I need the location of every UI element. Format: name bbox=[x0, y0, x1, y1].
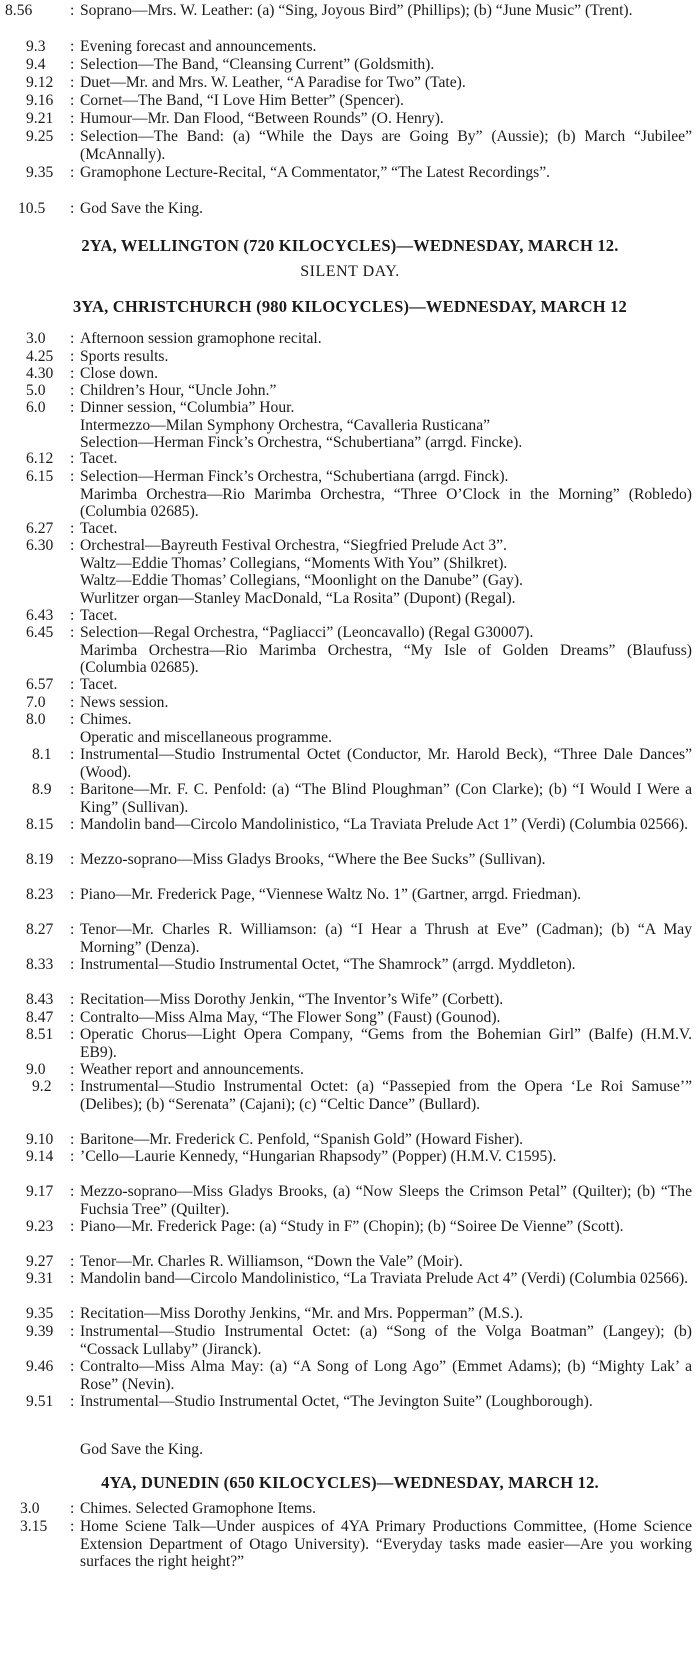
entry-text: Contralto—Miss Alma May, “The Flower Song” (Faust) (Gounod). bbox=[80, 1009, 501, 1026]
entry-time: 9.23 bbox=[26, 1218, 54, 1235]
entry-text: Instrumental—Studio Instrumental Octet (Conductor, Mr. Harold Beck), “Three Dale Dances” (Wood). bbox=[80, 746, 692, 781]
entry-text: Home Sciene Talk—Under auspices of 4YA Primary Productions Committee, (Home Science Extension Department of Otago University). “Everyday tasks made easier—Are you working surfaces the right height?” bbox=[80, 1518, 692, 1570]
entry-text: Dinner session, “Columbia” Hour. Intermezzo—Milan Symphony Orchestra, “Cavalleria Rusticana” Selection—Herman Finck’s Orchestra, “Schubertiana” (arrgd. Fincke). bbox=[80, 399, 523, 451]
schedule-page: 8.56 : Soprano—Mrs. W. Leather: (a) “Sing, Joyous Bird” (Phillips); (b) “June Music” (Trent). 9.3 : Evening forecast and announcements. 9.4 : Selection—The Band, “Cleansing Current” (Goldsmith). 9.12 : Duet—Mr. and Mrs. W. Leather, “A Paradise for Two” (Tate). 9.16 : Cornet—The Band, “I Love Him Better” (Spencer). 9.21 : Humour—Mr. Dan Flood, “Between Rounds” (O. Henry). 9.25 : Selection—The Band: (a) “While the Days are Going By” (Aussie); (b) March “Jubilee” (McAnnally). 9.35 : Gramophone Lecture-Recital, “A Commentator,” “The Latest Recordings”. 10.5 : God Save the King. 2YA, WELLINGTON (720 KILOCYCLES)—WEDNESDAY, MARCH 12. SILENT DAY. 3YA, CHRISTCHURCH (980 KILOCYCLES)—WEDNESDAY, MARCH 12 3.0 : Afternoon session gramophone recital. 4.25 : Sports results. 4.30 : Close down. 5.0 : Children’s Hour, “Uncle John.” 6.0 : Dinner session, “Columbia” Hour. Intermezzo—Milan Symphony Orchestra, “Cavalleria Rusticana” Selection—Herman Finck’s Orchestra, “Schubertiana” (arrgd. Fincke). 6.12 : Tacet. 6.15 : Selection—Herman Finck’s Orchestra, “Schubertiana (arrgd. Finck). Marimba Orchestra—Rio Marimba Orchestra, “Three O’Clock in the Morning” (Robledo) (Columbia 02685). 6.27 : Tacet. 6.30 : Orchestral—Bayreuth Festival Orchestra, “Siegfried Prelude Act 3”. Waltz—Eddie Thomas’ Collegians, “Moments With You” (Shilkret). Waltz—Eddie Thomas’ Collegians, “Moonlight on the Danube” (Gay). Wurlitzer organ—Stanley MacDonald, “La Rosita” (Dupont) (Regal). 6.43 : Tacet. 6.45 : Selection—Regal Orchestra, “Pagliacci” (Leoncavallo) (Regal G30007). Marimba Orchestra—Rio Marimba Orchestra, “My Isle of Golden Dreams” (Blaufuss) (Columbia 02685). 6.57 : Tacet. 7.0 : News session. 8.0 : Chimes. Operatic and miscellaneous programme. 8.1 : Instrumental—Studio Instrumental Octet (Conductor, Mr. Harold Beck), “Three Dale Dances” (Wood). 8.9 : Baritone—Mr. F. C. Penfold: (a) “The Blind Ploughman” (Con Clarke); (b) “I Would I Were a King” (Sullivan). 8.15 : Mandolin band—Circolo Mandolinistico, “La Traviata Prelude Act 1” (Verdi) (Columbia 02566). 8.19 : Mezzo-soprano—Miss Gladys Brooks, “Where the Bee Sucks” (Sullivan). 8.23 : Piano—Mr. Frederick Page, “Viennese Waltz No. 1” (Gartner, arrgd. Friedman). 8.27 : Tenor—Mr. Charles R. Williamson: (a) “I Hear a Thrush at Eve” (Cadman); (b) “A May Morning” (Denza). 8.33 : Instrumental—Studio Instrumental Octet, “The Shamrock” (arrgd. Myddleton). 8.43 : Recitation—Miss Dorothy Jenkin, “The Inventor’s Wife” (Corbett). 8.47 : Contralto—Miss Alma May, “The Flower Song” (Faust) (Gounod). 8.51 : Operatic Chorus—Light Opera Company, “Gems from the Bohemian Girl” (Balfe) (H.M.V. EB9). 9.0 : Weather report and announcements. 9.2 : Instrumental—Studio Instrumental Octet: (a) “Passepied from the Opera ‘Le Roi Samuse’” (Delibes); (b) “Serenata” (Cajani); (c) “Celtic Dance” (Bullard). 9.10 : Baritone—Mr. Frederick C. Penfold, “Spanish Gold” (Howard Fisher). 9.14 : ’Cello—Laurie Kennedy, “Hungarian Rhapsody” (Popper) (H.M.V. C1595). 9.17 : Mezzo-soprano—Miss Gladys Brooks, (a) “Now Sleeps the Crimson Petal” (Quilter); (b) “The Fuchsia Tree” (Quilter). 9.23 : Piano—Mr. Frederick Page: (a) “Study in F” (Chopin); (b) “Soiree De Vienne” (Scott). 9.27 : Tenor—Mr. Charles R. Williamson, “Down the Vale” (Moir). 9.31 : Mandolin band—Circolo Mandolinistico, “La Traviata Prelude Act 4” (Verdi) (Columbia 02566). 9.35 : Recitation—Miss Dorothy Jenkins, “Mr. and Mrs. Popperman” (M.S.). 9.39 : Instrumental—Studio Instrumental Octet: (a) “Song of the Volga Boatman” (Langey); (b) “Cossack Lullaby” (Jiranck). 9.46 : Contralto—Miss Alma May: (a) “A Song of Long Ago” (Emmet Adams); (b) “Mighty Lak’ a Rose” (Nevin). 9.51 : Instrumental—Studio Instrumental Octet, “The Jevington Suite” (Loughborough). God Save the King. 4YA, DUNEDIN (650 KILOCYCLES)—WEDNESDAY, MARCH 12. 3.0 : Chimes. Selected Gramophone Items. 3.15 : Home Sciene Talk—Under auspices of 4YA Primary Productions Committee, (Home Science Extension Department of Otago University). “Everyday tasks made easier—Are you working surfaces the right height?” bbox=[0, 0, 700, 1661]
entry-time: 9.4 bbox=[26, 56, 46, 73]
entry-text: Piano—Mr. Frederick Page: (a) “Study in F” (Chopin); (b) “Soiree De Vienne” (Scott). bbox=[80, 1218, 624, 1235]
entry-time: 9.16 bbox=[26, 92, 54, 109]
entry-time: 8.15 bbox=[26, 816, 54, 833]
entry-text: Soprano—Mrs. W. Leather: (a) “Sing, Joyous Bird” (Phillips); (b) “June Music” (Trent). bbox=[80, 2, 633, 19]
entry-time: 9.27 bbox=[26, 1253, 54, 1270]
entry-time: 9.35 bbox=[26, 1305, 54, 1322]
entry-text: Tacet. bbox=[80, 676, 118, 693]
entry-time: 8.27 bbox=[26, 921, 54, 938]
entry-time: 9.0 bbox=[26, 1061, 46, 1078]
entry-time: 9.39 bbox=[26, 1323, 54, 1340]
entry-time: 9.14 bbox=[26, 1148, 54, 1165]
entry-text: Mezzo-soprano—Miss Gladys Brooks, (a) “Now Sleeps the Crimson Petal” (Quilter); (b) “The Fuchsia Tree” (Quilter). bbox=[80, 1183, 692, 1218]
entry-text: Mandolin band—Circolo Mandolinistico, “La Traviata Prelude Act 1” (Verdi) (Columbia 02566). bbox=[80, 816, 689, 833]
entry-time: 8.33 bbox=[26, 956, 54, 973]
entry-time: 6.43 bbox=[26, 607, 54, 624]
entry-time: 9.31 bbox=[26, 1270, 54, 1287]
entry-text: Selection—The Band: (a) “While the Days are Going By” (Aussie); (b) March “Jubilee” (McAnnally). bbox=[80, 128, 692, 163]
entry-text: Chimes. Operatic and miscellaneous programme. bbox=[80, 711, 333, 746]
entry-time: 8.43 bbox=[26, 991, 54, 1008]
entry-text: Recitation—Miss Dorothy Jenkins, “Mr. and Mrs. Popperman” (M.S.). bbox=[80, 1305, 524, 1322]
entry-text: Children’s Hour, “Uncle John.” bbox=[80, 382, 277, 399]
entry-text: Tenor—Mr. Charles R. Williamson: (a) “I Hear a Thrush at Eve” (Cadman); (b) “A May Morning” (Denza). bbox=[80, 921, 692, 956]
entry-time: 3.0 bbox=[26, 330, 46, 347]
entry-time: 6.57 bbox=[26, 676, 54, 693]
entry-time: 9.25 bbox=[26, 128, 54, 145]
entry-time: 9.51 bbox=[26, 1393, 54, 1410]
entry-text: Instrumental—Studio Instrumental Octet: (a) “Song of the Volga Boatman” (Langey); (b) “Cossack Lullaby” (Jiranck). bbox=[80, 1323, 692, 1358]
entry-time: 9.21 bbox=[26, 110, 54, 127]
entry-text: Tacet. bbox=[80, 450, 118, 467]
entry-text: Selection—The Band, “Cleansing Current” (Goldsmith). bbox=[80, 56, 435, 73]
entry-text: Tacet. bbox=[80, 607, 118, 624]
entry-time: 8.47 bbox=[26, 1009, 54, 1026]
entry-text: Tacet. bbox=[80, 520, 118, 537]
entry-time: 10.5 bbox=[18, 200, 46, 217]
entry-text: Chimes. Selected Gramophone Items. bbox=[80, 1500, 317, 1517]
entry-text: Operatic Chorus—Light Opera Company, “Gems from the Bohemian Girl” (Balfe) (H.M.V. EB9). bbox=[80, 1026, 692, 1061]
entry-time: 8.56 bbox=[5, 2, 33, 19]
entry-time: 9.46 bbox=[26, 1358, 54, 1375]
entry-time: 9.10 bbox=[26, 1131, 54, 1148]
entry-time: 6.0 bbox=[26, 399, 46, 416]
entry-time: 8.51 bbox=[26, 1026, 54, 1043]
entry-text: Piano—Mr. Frederick Page, “Viennese Waltz No. 1” (Gartner, arrgd. Friedman). bbox=[80, 886, 582, 903]
entry-text: God Save the King. bbox=[80, 200, 203, 217]
entry-text: Instrumental—Studio Instrumental Octet, “The Shamrock” (arrgd. Myddleton). bbox=[80, 956, 576, 973]
entry-text: Duet—Mr. and Mrs. W. Leather, “A Paradise for Two” (Tate). bbox=[80, 74, 466, 91]
entry-time: 4.25 bbox=[26, 348, 54, 365]
entry-text: Orchestral—Bayreuth Festival Orchestra, “Siegfried Prelude Act 3”. Waltz—Eddie Thomas’ Collegians, “Moments With You” (Shilkret). Waltz—Eddie Thomas’ Collegians, “Moonlight on the Danube” (Gay). Wurlitzer organ—Stanley MacDonald, “La Rosita” (Dupont) (Regal). bbox=[80, 537, 523, 607]
entry-text: ’Cello—Laurie Kennedy, “Hungarian Rhapsody” (Popper) (H.M.V. C1595). bbox=[80, 1148, 557, 1165]
entry-text: Gramophone Lecture-Recital, “A Commentator,” “The Latest Recordings”. bbox=[80, 164, 551, 181]
station-heading-2ya: 2YA, WELLINGTON (720 KILOCYCLES)—WEDNESDAY, MARCH 12. bbox=[81, 236, 619, 255]
entry-time: 9.12 bbox=[26, 74, 54, 91]
entry-time: 8.9 bbox=[32, 781, 52, 798]
entry-text: Afternoon session gramophone recital. bbox=[80, 330, 322, 347]
entry-text: Selection—Regal Orchestra, “Pagliacci” (Leoncavallo) (Regal G30007). Marimba Orchestra—Rio Marimba Orchestra, “My Isle of Golden Dreams” (Blaufuss) (Columbia 02685). bbox=[80, 624, 692, 676]
entry-text: News session. bbox=[80, 694, 169, 711]
entry-time: 6.27 bbox=[26, 520, 54, 537]
entry-text: Mandolin band—Circolo Mandolinistico, “La Traviata Prelude Act 4” (Verdi) (Columbia 02566). bbox=[80, 1270, 689, 1287]
entry-time: 6.45 bbox=[26, 624, 54, 641]
entry-text: Recitation—Miss Dorothy Jenkin, “The Inventor’s Wife” (Corbett). bbox=[80, 991, 504, 1008]
entry-time: 9.2 bbox=[32, 1078, 52, 1095]
station-heading-4ya: 4YA, DUNEDIN (650 KILOCYCLES)—WEDNESDAY, MARCH 12. bbox=[101, 1473, 599, 1492]
entry-time: 8.0 bbox=[26, 711, 46, 728]
entry-text: Selection—Herman Finck’s Orchestra, “Schubertiana (arrgd. Finck). Marimba Orchestra—Rio Marimba Orchestra, “Three O’Clock in the Morning” (Robledo) (Columbia 02685). bbox=[80, 468, 692, 520]
entry-text: Weather report and announcements. bbox=[80, 1061, 304, 1078]
entry-time: 3.15 bbox=[20, 1518, 48, 1535]
entry-time: 8.23 bbox=[26, 886, 54, 903]
entry-time: 3.0 bbox=[20, 1500, 40, 1517]
entry-time: 6.30 bbox=[26, 537, 54, 554]
entry-time: 7.0 bbox=[26, 694, 46, 711]
entry-text: Tenor—Mr. Charles R. Williamson, “Down the Vale” (Moir). bbox=[80, 1253, 463, 1270]
entry-text: Mezzo-soprano—Miss Gladys Brooks, “Where the Bee Sucks” (Sullivan). bbox=[80, 851, 546, 868]
entry-time: 6.15 bbox=[26, 468, 54, 485]
entry-time: 4.30 bbox=[26, 365, 54, 382]
entry-text: Sports results. bbox=[80, 348, 169, 365]
station-heading-3ya: 3YA, CHRISTCHURCH (980 KILOCYCLES)—WEDNESDAY, MARCH 12 bbox=[72, 297, 627, 316]
entry-text: Close down. bbox=[80, 365, 158, 382]
entry-time: 9.3 bbox=[26, 38, 46, 55]
entry-text: Baritone—Mr. Frederick C. Penfold, “Spanish Gold” (Howard Fisher). bbox=[80, 1131, 524, 1148]
entry-time: 8.1 bbox=[32, 746, 52, 763]
entry-text: Contralto—Miss Alma May: (a) “A Song of Long Ago” (Emmet Adams); (b) “Mighty Lak’ a Rose” (Nevin). bbox=[80, 1358, 692, 1393]
entry-text: Evening forecast and announcements. bbox=[80, 38, 317, 55]
entry-text: Baritone—Mr. F. C. Penfold: (a) “The Blind Ploughman” (Con Clarke); (b) “I Would I Were a King” (Sullivan). bbox=[80, 781, 692, 816]
entry-text: Humour—Mr. Dan Flood, “Between Rounds” (O. Henry). bbox=[80, 110, 444, 127]
entry-text: Cornet—The Band, “I Love Him Better” (Spencer). bbox=[80, 92, 404, 109]
silent-day-note: SILENT DAY. bbox=[300, 263, 400, 280]
entry-time: 5.0 bbox=[26, 382, 46, 399]
entry-text: Instrumental—Studio Instrumental Octet, “The Jevington Suite” (Loughborough). bbox=[80, 1393, 593, 1410]
entry-time: 6.12 bbox=[26, 450, 54, 467]
entry-time: 9.35 bbox=[26, 164, 54, 181]
entry-time: 9.17 bbox=[26, 1183, 54, 1200]
entry-time: 8.19 bbox=[26, 851, 54, 868]
entry-text: Instrumental—Studio Instrumental Octet: (a) “Passepied from the Opera ‘Le Roi Samuse’” (Delibes); (b) “Serenata” (Cajani); (c) “Celtic Dance” (Bullard). bbox=[80, 1078, 692, 1113]
closing-anthem: God Save the King. bbox=[80, 1441, 203, 1458]
